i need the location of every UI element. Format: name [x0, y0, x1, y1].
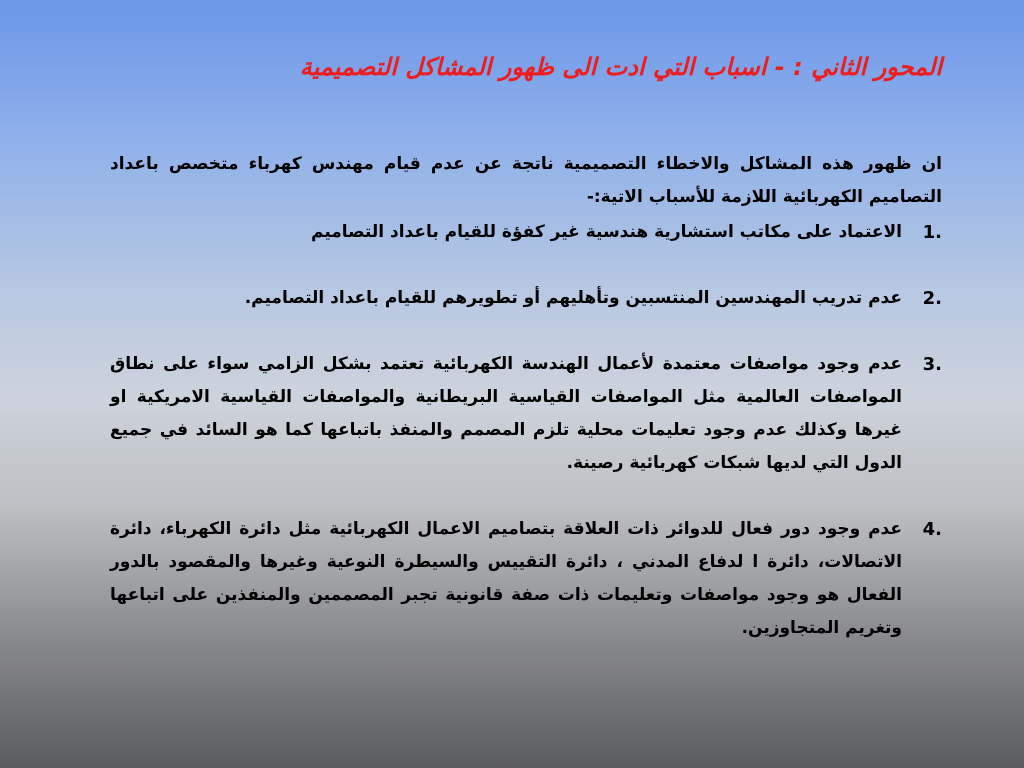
list-item-text: عدم تدريب المهندسين المنتسبين وتأهليهم أو تطويرهم للقيام باعداد التصاميم.	[244, 288, 902, 308]
list-item	[110, 282, 942, 315]
list-item	[110, 348, 942, 480]
points-list	[110, 216, 942, 645]
list-item	[110, 513, 942, 645]
slide-body	[110, 148, 942, 678]
list-item-number: 1.	[922, 222, 942, 243]
list-item	[110, 216, 942, 249]
intro-paragraph: ان ظهور هذه المشاكل والاخطاء التصميمية ناتجة عن عدم قيام مهندس كهرباء متخصص باعداد التصاميم الكهربائية اللازمة للأسباب الاتية:-	[110, 154, 942, 207]
list-item-text: الاعتماد على مكاتب استشارية هندسية غير كفؤة للقيام باعداد التصاميم	[310, 222, 902, 242]
list-item-number: 4.	[922, 519, 942, 540]
list-item-text: عدم وجود مواصفات معتمدة لأعمال الهندسة الكهربائية تعتمد بشكل الزامي سواء على نطاق المواصفات العالمية مثل المواصفات القياسية البريطانية والمواصفات القياسية الامريكية او غيرها وكذلك عدم وجود تعليمات محلية تلزم المصمم والمنفذ باتباعها كما هو السائد في جميع الدول التي لديها شبكات كهربائية رصينة.	[110, 354, 902, 473]
list-item-text: عدم وجود دور فعال للدوائر ذات العلاقة بتصاميم الاعمال الكهربائية مثل دائرة الكهرباء، دائرة الاتصالات، دائرة ا لدفاع المدني ، دائرة التقييس والسيطرة النوعية وغيرها والمقصود بالدور الفعال هو وجود مواصفات وتعليمات ذات صفة قانونية تجبر المصممين والمنفذين على اتباعها وتغريم المتجاوزين.	[110, 519, 902, 638]
list-item-number: 2.	[922, 288, 942, 309]
list-item-number: 3.	[922, 354, 942, 375]
slide-title: المحور الثاني : - اسباب التي ادت الى ظهور المشاكل التصميمية	[299, 53, 942, 81]
